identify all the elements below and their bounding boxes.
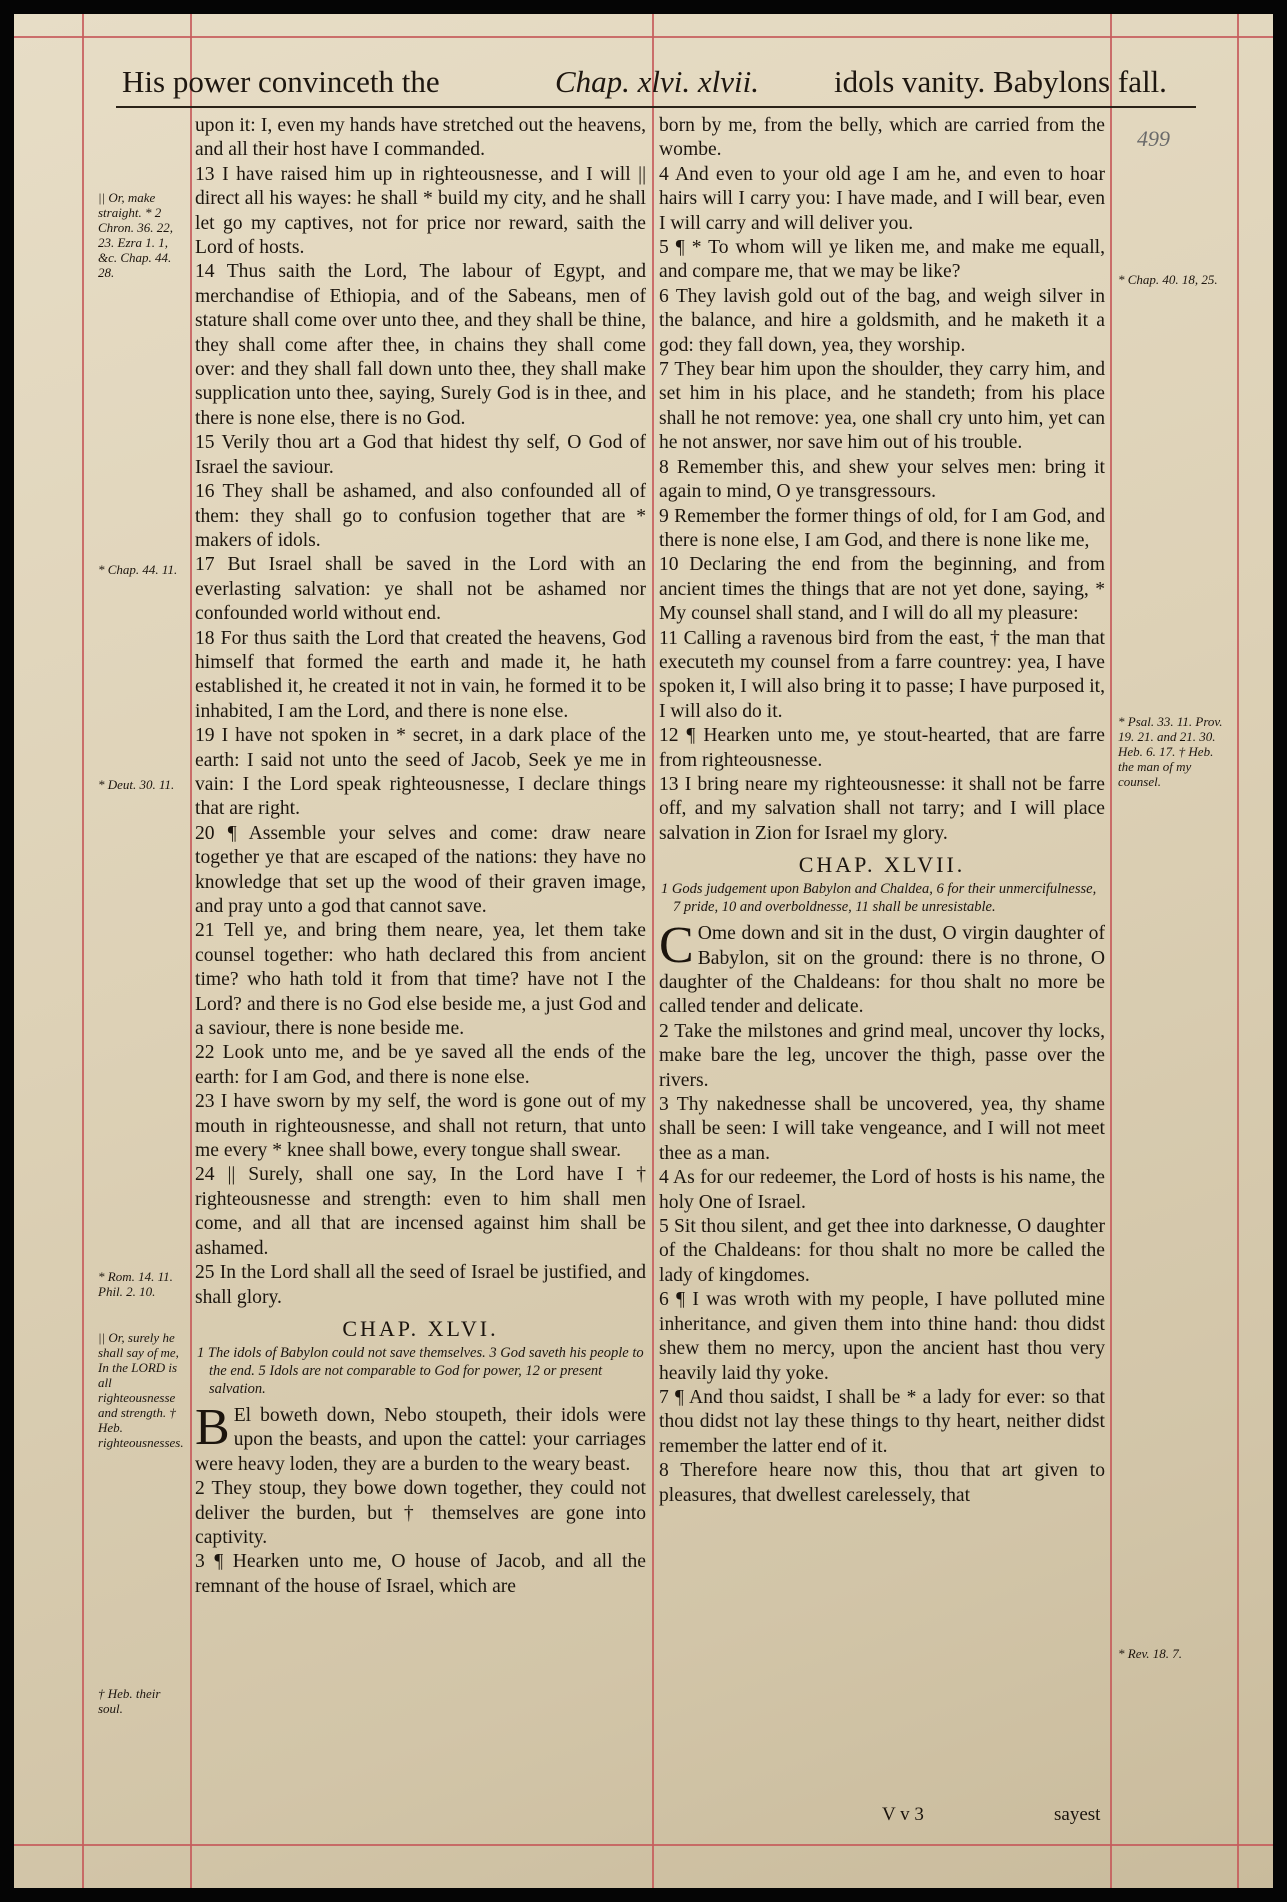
margin-note: * Deut. 30. 11. <box>98 777 175 792</box>
header-divider <box>116 106 1196 108</box>
verse-paragraph: 23 I have sworn by my self, the word is gone out of my mouth in righteousnesse, and shall not return, that unto me every * knee shall bowe, every tongue shall swear. <box>195 1091 646 1162</box>
left-column-rule <box>190 14 192 1888</box>
verse-paragraph: 3 ¶ Hearken unto me, O house of Jacob, and all the remnant of the house of Israel, which are <box>195 1551 646 1597</box>
verse-paragraph: upon it: I, even my hands have stretched out the heavens, and all their host have I commanded. <box>195 115 646 161</box>
chapter-summary: 1 The idols of Babylon could not save themselves. 3 God saveth his people to the end. 5 Idols are not comparable to God for power, 12 or present salvation. <box>197 1344 644 1397</box>
verse-paragraph: 7 ¶ And thou saidst, I shall be * a lady for ever: so that thou didst not lay these things to thy heart, neither didst remember the latter end of it. <box>659 1386 1105 1457</box>
verse-paragraph: 22 Look unto me, and be ye saved all the ends of the earth: for I am God, and there is none else. <box>195 1042 646 1088</box>
verse-paragraph: 13 I bring neare my righteousnesse: it shall not be farre off, and my salvation shall not tarry; and I will place salvation in Zion for Israel my glory. <box>659 773 1105 844</box>
verse-paragraph: 9 Remember the former things of old, for I am God, and there is none else, I am God, and there is none like me, <box>659 505 1105 551</box>
left-text-column <box>195 114 646 1822</box>
verse-paragraph: 17 But Israel shall be saved in the Lord with an everlasting salvation: ye shall not be ashamed nor confounded world without end. <box>195 554 646 625</box>
verse-paragraph: 5 Sit thou silent, and get thee into darknesse, O daughter of the Chaldeans: for thou shalt no more be called the lady of kingdomes. <box>659 1216 1105 1286</box>
margin-note: * Rom. 14. 11. Phil. 2. 10. <box>98 1269 173 1299</box>
signature-mark: V v 3 <box>882 1804 924 1825</box>
running-head-right: idols vanity. Babylons fall. <box>834 64 1167 99</box>
verse-paragraph: 5 ¶ * To whom will ye liken me, and make me equall, and compare me, that we may be like? <box>659 237 1105 283</box>
margin-note: || Or, make straight. * 2 Chron. 36. 22, 23. Ezra 1. 1, &c. Chap. 44. 28. <box>98 190 173 280</box>
margin-note: * Chap. 44. 11. <box>98 562 178 577</box>
top-rule-line <box>14 36 1273 38</box>
verse-paragraph: 15 Verily thou art a God that hidest thy self, O God of Israel the saviour. <box>195 432 646 478</box>
verse-paragraph: 2 Take the milstones and grind meal, uncover thy locks, make bare the leg, uncover the thigh, passe over the rivers. <box>659 1020 1105 1091</box>
margin-note: * Rev. 18. 7. <box>1118 1646 1183 1661</box>
verse-paragraph: 14 Thus saith the Lord, The labour of Egypt, and merchandise of Ethiopia, and of the Sabeans, men of stature shall come over unto thee, and they shall be thine, they shall come after thee, in chains they shall come over: and they shall fall down unto thee, they shall make supplication unto thee, saying, Surely God is in thee, and there is none else, there is no God. <box>195 261 646 429</box>
running-head-left: His power convinceth the <box>122 64 440 99</box>
bottom-rule-line <box>14 1844 1273 1846</box>
verse-paragraph: 19 I have not spoken in * secret, in a dark place of the earth: I said not unto the seed of Jacob, Seek ye me in vain: I the Lord speak righteousnesse, I declare things that are right. <box>195 725 646 820</box>
bible-page <box>14 14 1273 1888</box>
drop-capital: C <box>659 917 694 975</box>
verse-paragraph: 4 And even to your old age I am he, and even to hoar hairs will I carry you: I have made, and I will bear, even I will carry and will deliver you. <box>659 163 1105 234</box>
verse-text: El boweth down, Nebo stoupeth, their idols were upon the beasts, and upon the cattel: your carriages were heavy loden, they are a burden to the weary beast. <box>195 1404 646 1475</box>
margin-note: * Chap. 40. 18, 25. <box>1118 272 1218 287</box>
verse-paragraph: 24 || Surely, shall one say, In the Lord have I † righteousnesse and strength: even to him shall men come, and all that are incensed against him shall be ashamed. <box>195 1164 646 1259</box>
verse-paragraph: 11 Calling a ravenous bird from the east, † the man that executeth my counsel from a farre countrey: yea, I have spoken it, I will also bring it to passe; I have purposed it, I will also do it. <box>659 627 1105 722</box>
center-column-rule <box>652 14 654 1888</box>
drop-capital: B <box>195 1398 230 1456</box>
verse-paragraph: 2 They stoup, they bowe down together, they could not deliver the burden, but † themselves are gone into captivity. <box>195 1478 646 1548</box>
verse-paragraph: 25 In the Lord shall all the seed of Israel be justified, and shall glory. <box>195 1262 646 1308</box>
verse-text: Ome down and sit in the dust, O virgin daughter of Babylon, sit on the ground: there is no throne, O daughter of the Chaldeans: for thou shalt no more be called tender and delicate. <box>659 923 1105 1018</box>
verse-paragraph: 18 For thus saith the Lord that created the heavens, God himself that formed the earth and made it, he hath established it, he created it not in vain, he formed it to be inhabited, I am the Lord, and there is none else. <box>195 627 646 722</box>
catchword: sayest <box>1054 1804 1101 1825</box>
verse-paragraph: 3 Thy nakednesse shall be uncovered, yea, thy shame shall be seen: I will take vengeance, and I will not meet thee as a man. <box>659 1094 1105 1164</box>
margin-note: || Or, surely he shall say of me, In the LORD is all righteousnesse and strength. † Heb. righteousnesses. <box>98 1330 184 1450</box>
chapter-summary: 1 Gods judgement upon Babylon and Chaldea, 6 for their unmercifulnesse, 7 pride, 10 and overboldnesse, 11 shall be unresistable. <box>661 881 1097 916</box>
verse-paragraph: 21 Tell ye, and bring them neare, yea, let them take counsel together: who hath declared this from ancient time? who hath told it from that time? have not I the Lord? and there is no God else beside me, a just God and a saviour, there is none beside me. <box>195 920 646 1040</box>
verse-paragraph: 4 As for our redeemer, the Lord of hosts is his name, the holy One of Israel. <box>659 1167 1105 1213</box>
verse-paragraph: 8 Therefore heare now this, thou that art given to pleasures, that dwellest carelessely, that <box>659 1460 1105 1506</box>
outer-margin-rule <box>82 14 84 1888</box>
chapter-heading: CHAP. XLVI. <box>342 1315 499 1341</box>
verse-paragraph: 6 ¶ I was wroth with my people, I have polluted mine inheritance, and given them into thine hand: thou didst shew them no mercy, upon the ancient hast thou very heavily laid thy yoke. <box>659 1289 1105 1384</box>
margin-note: * Psal. 33. 11. Prov. 19. 21. and 21. 30. Heb. 6. 17. † Heb. the man of my counsel. <box>1118 714 1223 789</box>
running-head-chapter: Chap. xlvi. xlvii. <box>555 64 760 99</box>
right-margin-rule <box>1237 14 1239 1888</box>
margin-note: † Heb. their soul. <box>98 1686 161 1716</box>
verse-paragraph: 16 They shall be ashamed, and also confounded all of them: they shall go to confusion together that are * makers of idols. <box>195 481 646 551</box>
chapter-heading: CHAP. XLVII. <box>798 852 966 878</box>
verse-paragraph: 10 Declaring the end from the beginning, and from ancient times the things that are not yet done, saying, * My counsel shall stand, and I will do all my pleasure: <box>659 554 1105 625</box>
verse-paragraph: 6 They lavish gold out of the bag, and weigh silver in the balance, and hire a goldsmith, and he maketh it a god: they fall down, yea, they worship. <box>659 285 1105 356</box>
verse-paragraph: 20 ¶ Assemble your selves and come: draw neare together ye that are escaped of the nations: they have no knowledge that set up the wood of their graven image, and pray unto a god that cannot save. <box>195 822 646 917</box>
right-column-rule <box>1110 14 1112 1888</box>
verse-paragraph: 13 I have raised him up in righteousnesse, and I will || direct all his wayes: he shall * build my city, and he shall let go my captives, not for price nor reward, saith the Lord of hosts. <box>195 163 646 259</box>
verse-paragraph: 12 ¶ Hearken unto me, ye stout-hearted, that are farre from righteousnesse. <box>659 725 1105 771</box>
chapter-opening-verse <box>195 1398 646 1477</box>
chapter-opening-verse <box>659 917 1105 1020</box>
verse-paragraph: 8 Remember this, and shew your selves men: bring it again to mind, O ye transgressours. <box>659 456 1105 503</box>
verse-paragraph: born by me, from the belly, which are carried from the wombe. <box>659 115 1105 161</box>
right-text-column <box>659 114 1105 1822</box>
page-number: 499 <box>1137 126 1170 151</box>
verse-paragraph: 7 They bear him upon the shoulder, they carry him, and set him in his place, and he standeth; from his place shall he not remove: yea, one shall cry unto him, yet can he not answer, nor save him out of his trouble. <box>659 359 1105 454</box>
